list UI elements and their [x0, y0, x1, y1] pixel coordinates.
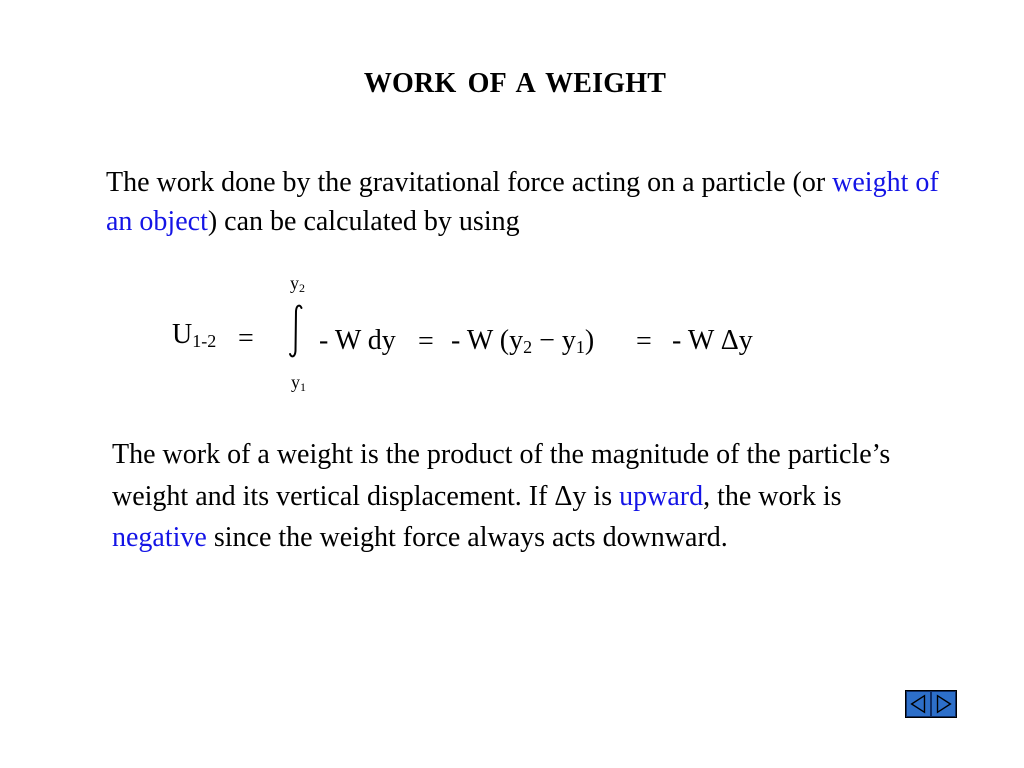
lhs-subscript: 1-2 [192, 331, 217, 351]
explanation-text-2: , the work is [703, 480, 842, 512]
next-slide-button[interactable] [931, 691, 956, 717]
difference-close: ) [584, 325, 595, 356]
right-arrow-icon [932, 692, 955, 716]
lower-limit-base: y [291, 372, 300, 392]
intro-text-after: ) can be calculated by using [207, 206, 520, 237]
explanation-text-1: The work of a weight is the product of the magnitude of the particle’s weight and its vertical displacement. If Δy is [112, 439, 891, 512]
equals-sign-2: = [418, 326, 434, 357]
upper-limit-subscript: 2 [299, 281, 305, 295]
highlight-upward: upward [619, 480, 704, 512]
page-title: WORK OF A WEIGHT [363, 68, 667, 99]
equation-result: - W Δy [672, 325, 753, 356]
integrand: - W dy [319, 325, 396, 356]
upper-limit [290, 273, 305, 295]
lower-limit-subscript: 1 [300, 380, 306, 394]
difference-minus: − y [532, 325, 576, 356]
explanation-paragraph [112, 434, 932, 559]
difference-subscript-a: 2 [523, 337, 533, 357]
slide-navigation [905, 690, 957, 718]
intro-text-before: The work done by the gravitational force acting on a particle (or [106, 167, 833, 198]
left-arrow-icon [907, 692, 930, 716]
upper-limit-base: y [290, 273, 299, 293]
previous-slide-button[interactable] [906, 691, 931, 717]
intro-paragraph [106, 163, 966, 241]
difference-prefix: - W (y [451, 325, 524, 356]
intro-highlight: weight of an object [106, 167, 939, 237]
difference-subscript-b: 1 [575, 337, 585, 357]
lhs-symbol: U [172, 319, 193, 350]
difference-expression [451, 327, 594, 355]
equation-lhs [172, 321, 216, 349]
integral-sign-icon [284, 303, 308, 359]
explanation-text-3: since the weight force always acts downward. [206, 522, 728, 553]
equals-sign-3: = [636, 326, 652, 357]
equals-sign-1: = [238, 323, 254, 354]
highlight-negative: negative [112, 522, 207, 553]
lower-limit [291, 372, 306, 394]
